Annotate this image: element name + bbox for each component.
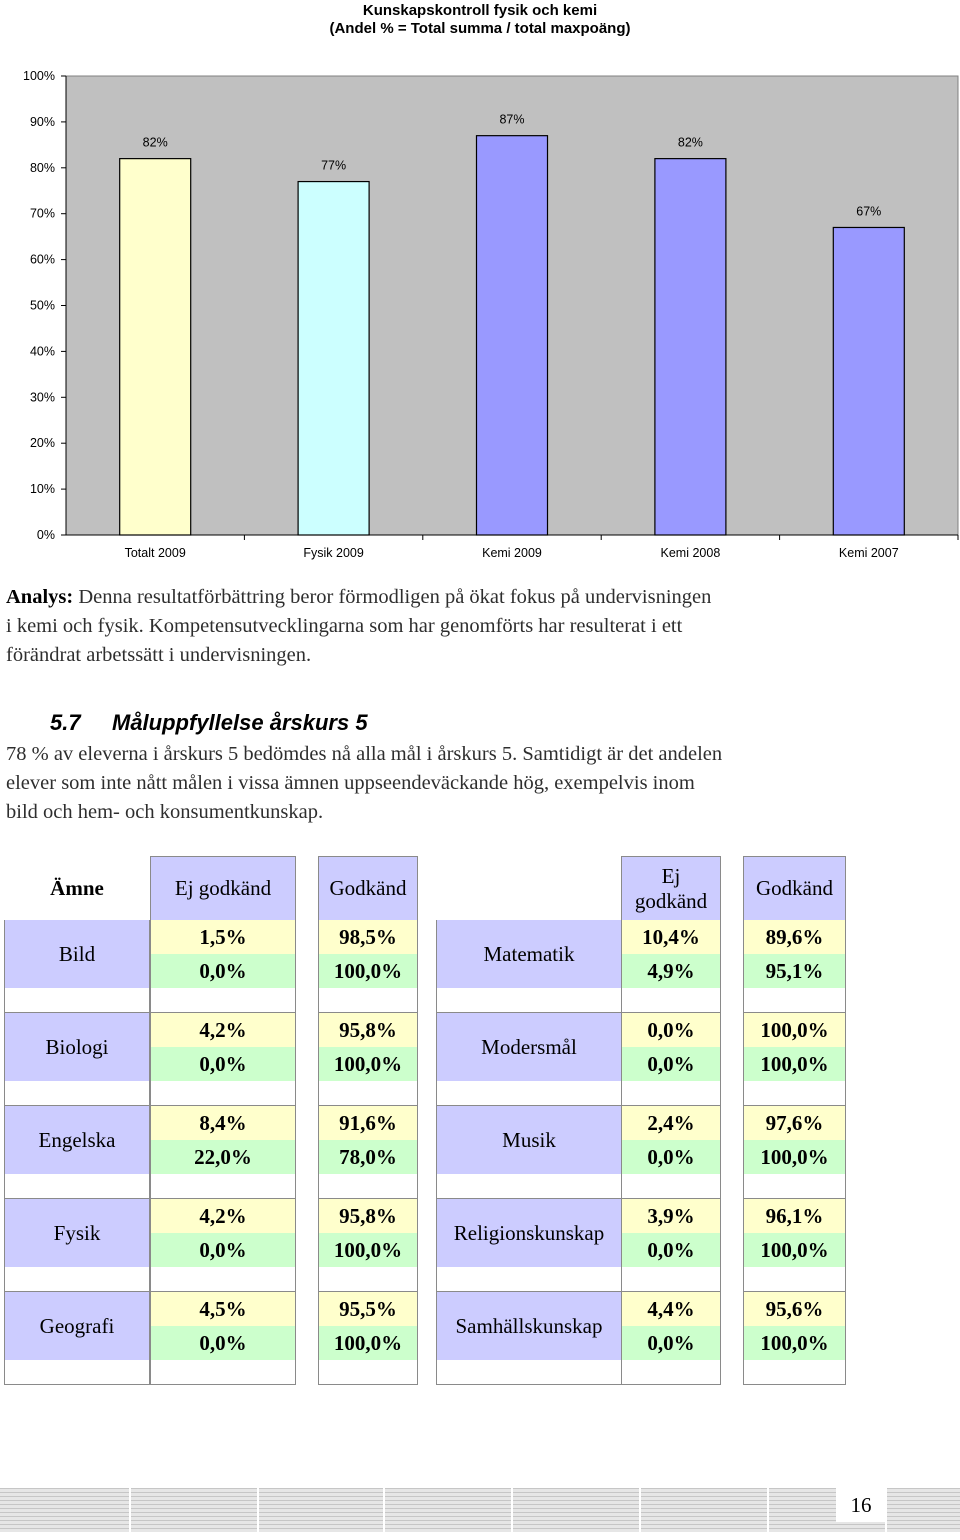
y-tick-label: 70% — [29, 206, 55, 221]
godkand-value: 95,6% — [743, 1292, 846, 1326]
page-number: 16 — [836, 1488, 886, 1522]
y-tick-label: 80% — [29, 160, 55, 175]
data-label: 77% — [321, 158, 347, 173]
bar — [298, 182, 369, 535]
y-tick-label: 60% — [29, 252, 55, 267]
ej-godkand-value: 4,4% — [621, 1292, 721, 1326]
ej-godkand-value: 4,2% — [150, 1199, 296, 1233]
y-tick-label: 0% — [36, 528, 55, 542]
bar-chart — [0, 60, 960, 570]
godkand-value: 100,0% — [743, 1140, 846, 1174]
data-label: 82% — [142, 135, 168, 150]
table-row — [4, 920, 846, 954]
subject-right: Modersmål — [436, 1013, 621, 1081]
data-label: 67% — [856, 204, 882, 219]
ej-godkand-value: 8,4% — [150, 1106, 296, 1140]
x-category-label: Totalt 2009 — [124, 546, 186, 560]
analysis-label: Analys: — [6, 586, 74, 608]
y-tick-label: 50% — [29, 298, 55, 313]
godkand-value: 95,1% — [743, 954, 846, 988]
section-line-3: bild och hem- och konsumentkunskap. — [6, 801, 324, 823]
godkand-value: 96,1% — [743, 1199, 846, 1233]
ej-godkand-value: 0,0% — [621, 1013, 721, 1047]
godkand-value: 100,0% — [318, 954, 418, 988]
table-row — [4, 1106, 846, 1140]
header-subject: Ämne — [50, 875, 104, 900]
analysis-line-2: i kemi och fysik. Kompetensutvecklingarna som har genomförts har resulterat i ett — [6, 615, 683, 637]
header-godkand-right: Godkänd — [743, 856, 846, 920]
table-row — [4, 1199, 846, 1233]
ej-godkand-value: 0,0% — [621, 1233, 721, 1267]
x-category-label: Kemi 2009 — [482, 546, 542, 560]
subject-left: Bild — [4, 920, 150, 988]
table-spacer-row — [4, 988, 846, 1013]
table-spacer-row — [4, 1360, 846, 1385]
godkand-value: 100,0% — [743, 1326, 846, 1360]
godkand-value: 98,5% — [318, 920, 418, 954]
godkand-value: 97,6% — [743, 1106, 846, 1140]
ej-godkand-value: 4,9% — [621, 954, 721, 988]
ej-godkand-value: 3,9% — [621, 1199, 721, 1233]
godkand-value: 95,8% — [318, 1199, 418, 1233]
analysis-line-3: förändrat arbetssätt i undervisningen. — [6, 644, 312, 666]
ej-godkand-value: 0,0% — [621, 1140, 721, 1174]
godkand-value: 100,0% — [318, 1047, 418, 1081]
bar — [120, 159, 191, 535]
data-label: 82% — [677, 135, 703, 150]
godkand-value: 100,0% — [743, 1013, 846, 1047]
ej-godkand-value: 4,5% — [150, 1292, 296, 1326]
ej-godkand-value: 0,0% — [150, 1326, 296, 1360]
table-spacer-row — [4, 1174, 846, 1199]
bar — [655, 159, 726, 535]
subject-left: Geografi — [4, 1292, 150, 1360]
subject-right: Religionskunskap — [436, 1199, 621, 1267]
section-line-2: elever som inte nått målen i vissa ämnen uppseendeväckande hög, exempelvis inom — [6, 772, 695, 794]
godkand-value: 95,5% — [318, 1292, 418, 1326]
footer-pattern — [0, 1488, 960, 1532]
bar — [477, 136, 548, 535]
godkand-value: 100,0% — [318, 1233, 418, 1267]
godkand-value: 100,0% — [743, 1233, 846, 1267]
godkand-value: 78,0% — [318, 1140, 418, 1174]
subject-right: Matematik — [436, 920, 621, 988]
header-ej-godkand-left: Ej godkänd — [150, 856, 296, 920]
subject-left: Biologi — [4, 1013, 150, 1081]
analysis-line-1: Denna resultatförbättring beror förmodligen på ökat fokus på undervisningen — [78, 586, 712, 608]
section-number: 5.7 — [50, 710, 81, 735]
section-heading — [50, 708, 368, 738]
analysis-paragraph — [6, 583, 956, 670]
y-tick-label: 20% — [29, 436, 55, 451]
ej-godkand-value: 0,0% — [150, 1047, 296, 1081]
y-tick-label: 30% — [29, 390, 55, 405]
ej-godkand-value: 2,4% — [621, 1106, 721, 1140]
godkand-value: 95,8% — [318, 1013, 418, 1047]
subject-left: Engelska — [4, 1106, 150, 1174]
subject-right: Musik — [436, 1106, 621, 1174]
ej-godkand-value: 0,0% — [621, 1326, 721, 1360]
y-tick-label: 90% — [29, 114, 55, 129]
section-line-1: 78 % av eleverna i årskurs 5 bedömdes nå alla mål i årskurs 5. Samtidigt är det andelen — [6, 743, 723, 765]
godkand-value: 91,6% — [318, 1106, 418, 1140]
x-category-label: Kemi 2007 — [838, 546, 899, 560]
chart-subtitle: (Andel % = Total summa / total maxpoäng) — [329, 20, 631, 37]
x-category-label: Kemi 2008 — [660, 546, 721, 560]
data-label: 87% — [499, 112, 525, 127]
chart-title: Kunskapskontroll fysik och kemi — [362, 2, 598, 19]
ej-godkand-value: 0,0% — [621, 1047, 721, 1081]
y-tick-label: 10% — [29, 482, 55, 497]
section-title: Måluppfyllelse årskurs 5 — [112, 710, 368, 735]
ej-godkand-value: 1,5% — [150, 920, 296, 954]
ej-godkand-value: 22,0% — [150, 1140, 296, 1174]
header-ej-godkand-right: Ej godkänd — [621, 856, 721, 920]
x-category-label: Fysik 2009 — [303, 546, 364, 560]
godkand-value: 89,6% — [743, 920, 846, 954]
table-row — [4, 1292, 846, 1326]
bar — [833, 227, 904, 535]
y-tick-label: 40% — [29, 344, 55, 359]
subject-right: Samhällskunskap — [436, 1292, 621, 1360]
table-spacer-row — [4, 1267, 846, 1292]
ej-godkand-value: 0,0% — [150, 1233, 296, 1267]
subject-left: Fysik — [4, 1199, 150, 1267]
y-tick-label: 100% — [23, 69, 55, 83]
section-paragraph — [6, 740, 956, 827]
table-row — [4, 1013, 846, 1047]
header-godkand-left: Godkänd — [318, 856, 418, 920]
godkand-value: 100,0% — [743, 1047, 846, 1081]
ej-godkand-value: 0,0% — [150, 954, 296, 988]
ej-godkand-value: 10,4% — [621, 920, 721, 954]
table-spacer-row — [4, 1081, 846, 1106]
godkand-value: 100,0% — [318, 1326, 418, 1360]
grades-table — [4, 856, 846, 1385]
ej-godkand-value: 4,2% — [150, 1013, 296, 1047]
